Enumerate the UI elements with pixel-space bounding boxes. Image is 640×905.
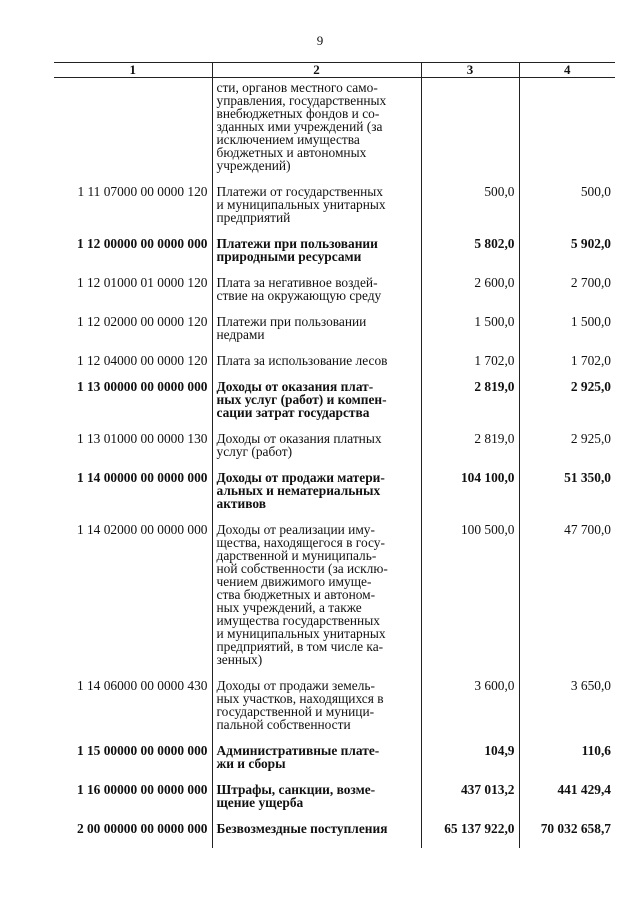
table-row [54, 471, 615, 523]
budget-code-cell [54, 78, 212, 186]
budget-code-cell: 1 13 01000 00 0000 130 [76, 431, 208, 446]
value-col4-cell [519, 78, 615, 186]
value-col3-cell: 104,9 [421, 744, 519, 783]
table-row [54, 822, 615, 848]
table-row [54, 380, 615, 432]
value-col4-cell: 2 925,0 [519, 432, 615, 471]
value-col4-cell: 2 700,0 [519, 276, 615, 315]
value-col4-cell: 3 650,0 [519, 679, 615, 744]
value-col3-cell: 5 802,0 [421, 237, 519, 276]
value-col4-cell: 500,0 [519, 185, 615, 237]
value-col3-cell [421, 78, 519, 186]
table-row [54, 78, 615, 186]
value-col3-cell: 500,0 [421, 185, 519, 237]
value-col3-cell: 104 100,0 [421, 471, 519, 523]
item-name-cell: Платежи от государственных и муниципальных унитарных предприятий [212, 185, 421, 237]
value-col4-cell: 70 032 658,7 [519, 822, 615, 848]
item-name-cell: Платежи при пользовании природными ресурсами [212, 237, 421, 276]
budget-code-cell: 1 16 00000 00 0000 000 [76, 782, 208, 797]
table-body [54, 78, 615, 849]
budget-code-cell: 1 12 04000 00 0000 120 [76, 353, 208, 368]
budget-code-cell: 1 14 06000 00 0000 430 [76, 678, 208, 693]
value-col3-cell: 65 137 922,0 [421, 822, 519, 848]
column-header-3: 3 [421, 63, 519, 78]
item-name-cell: Плата за негативное воздей- ствие на окружающую среду [212, 276, 421, 315]
budget-code-cell: 2 00 00000 00 0000 000 [76, 821, 208, 836]
value-col3-cell: 1 500,0 [421, 315, 519, 354]
value-col4-cell: 51 350,0 [519, 471, 615, 523]
item-name-cell: Безвозмездные поступления [212, 822, 421, 848]
table-row [54, 354, 615, 380]
item-name-cell: Доходы от реализации иму- щества, находящегося в госу- дарственной и муниципаль- ной собственности (за исклю- чением движимого имуще- ства бюджетных и автоном- ных учреждений, а также имущества государственных и муниципальных унитарных предприятий, в том числе ка- зенных) [212, 523, 421, 679]
value-col4-cell: 1 702,0 [519, 354, 615, 380]
budget-code-cell: 1 12 01000 01 0000 120 [76, 275, 208, 290]
value-col4-cell: 47 700,0 [519, 523, 615, 679]
table-row [54, 315, 615, 354]
value-col4-cell: 441 429,4 [519, 783, 615, 822]
page-number: 9 [316, 33, 324, 48]
value-col3-cell: 437 013,2 [421, 783, 519, 822]
item-name-cell: Плата за использование лесов [212, 354, 421, 380]
item-name-cell: Доходы от продажи земель- ных участков, находящихся в государственной и муници- пальной собственности [212, 679, 421, 744]
value-col3-cell: 2 819,0 [421, 380, 519, 432]
item-name-cell: Доходы от продажи матери- альных и нематериальных активов [212, 471, 421, 523]
column-header-2: 2 [212, 63, 421, 78]
table-row [54, 185, 615, 237]
value-col4-cell: 110,6 [519, 744, 615, 783]
column-header-4: 4 [519, 63, 615, 78]
budget-code-cell: 1 14 02000 00 0000 000 [76, 522, 208, 537]
table-row [54, 523, 615, 679]
budget-code-cell: 1 14 00000 00 0000 000 [76, 470, 208, 485]
item-name-cell: Штрафы, санкции, возме- щение ущерба [212, 783, 421, 822]
value-col3-cell: 3 600,0 [421, 679, 519, 744]
table-row [54, 276, 615, 315]
item-name-cell: Платежи при пользовании недрами [212, 315, 421, 354]
value-col4-cell: 5 902,0 [519, 237, 615, 276]
item-name-cell: Доходы от оказания плат- ных услуг (работ) и компен- сации затрат государства [212, 380, 421, 432]
value-col4-cell: 2 925,0 [519, 380, 615, 432]
value-col4-cell: 1 500,0 [519, 315, 615, 354]
item-name-cell: Административные плате- жи и сборы [212, 744, 421, 783]
budget-code-cell: 1 15 00000 00 0000 000 [76, 743, 208, 758]
budget-code-cell: 1 12 00000 00 0000 000 [76, 236, 208, 251]
budget-code-cell: 1 13 00000 00 0000 000 [76, 379, 208, 394]
table-row [54, 744, 615, 783]
table-row [54, 432, 615, 471]
table-row [54, 783, 615, 822]
value-col3-cell: 2 600,0 [421, 276, 519, 315]
table-header-row [54, 63, 615, 78]
budget-code-cell: 1 12 02000 00 0000 120 [76, 314, 208, 329]
budget-code-cell: 1 11 07000 00 0000 120 [77, 184, 208, 199]
value-col3-cell: 2 819,0 [421, 432, 519, 471]
column-header-1: 1 [54, 63, 212, 78]
value-col3-cell: 100 500,0 [421, 523, 519, 679]
table-row [54, 237, 615, 276]
revenue-table [54, 62, 615, 848]
item-name-cell: сти, органов местного само- управления, государственных внебюджетных фондов и со- зданных ими учреждений (за исключением имущества бюджетных и автономных учреждений) [212, 78, 421, 186]
item-name-cell: Доходы от оказания платных услуг (работ) [212, 432, 421, 471]
table-row [54, 679, 615, 744]
value-col3-cell: 1 702,0 [421, 354, 519, 380]
